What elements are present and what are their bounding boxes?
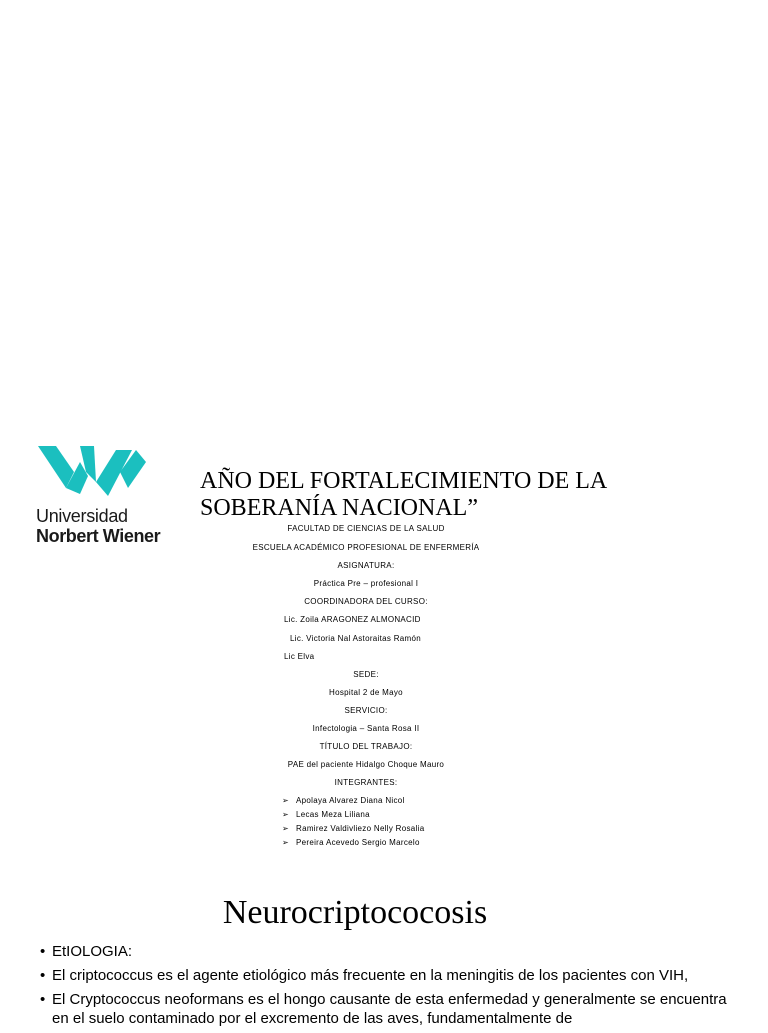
- logo-name-line2: Norbert Wiener: [36, 526, 161, 546]
- member-name: Lecas Meza Liliana: [296, 810, 370, 819]
- slide2-title: Neurocriptococosis: [222, 894, 488, 931]
- list-item: [282, 794, 424, 808]
- faculty-text: FACULTAD DE CIENCIAS DE LA SALUD: [287, 524, 445, 533]
- school-text: ESCUELA ACADÉMICO PROFESIONAL DE ENFERMERÍA: [252, 543, 480, 552]
- logo-name-line1: Universidad: [36, 506, 128, 526]
- service-label: SERVICIO:: [344, 706, 388, 715]
- arrow-bullet-icon: ➢: [282, 796, 290, 805]
- coordinator-name-3: Lic Elva: [284, 652, 315, 661]
- bullet-dot-icon: •: [40, 967, 46, 984]
- list-item: [40, 966, 740, 985]
- list-item: [40, 942, 740, 961]
- wiener-logo-icon: [36, 442, 148, 500]
- bullet-dot-icon: •: [40, 943, 46, 960]
- members-label: INTEGRANTES:: [334, 778, 398, 787]
- list-item: [282, 808, 424, 822]
- slide-main-title: AÑO DEL FORTALECIMIENTO DE LA SOBERANÍA NACIONAL”: [200, 468, 606, 521]
- bullet-text: EtIOLOGIA:: [52, 943, 133, 960]
- service-value: Infectologia – Santa Rosa II: [312, 724, 420, 733]
- coordinator-name-2: Lic. Victoria Nal Astoraitas Ramón: [290, 634, 421, 643]
- subject-value: Práctica Pre – profesional I: [313, 579, 419, 588]
- university-logo: [36, 442, 186, 546]
- arrow-bullet-icon: ➢: [282, 810, 290, 819]
- list-item: [40, 990, 740, 1028]
- slide2-bullet-list: [40, 942, 740, 1033]
- subject-label: ASIGNATURA:: [337, 561, 395, 570]
- arrow-bullet-icon: ➢: [282, 838, 290, 847]
- list-item: [282, 822, 424, 836]
- site-label: SEDE:: [353, 670, 379, 679]
- coordinator-name-1: Lic. Zoila ARAGONEZ ALMONACID: [284, 615, 421, 624]
- member-name: Pereira Acevedo Sergio Marcelo: [296, 838, 420, 847]
- member-name: Ramirez Valdivliezo Nelly Rosalia: [296, 824, 425, 833]
- bullet-text: El Cryptococcus neoformans es el hongo causante de esta enfermedad y generalmente se encuentra en el suelo contaminado por el excremento de las aves, fundamentalmente de: [52, 991, 727, 1027]
- work-title-label: TÍTULO DEL TRABAJO:: [319, 742, 413, 751]
- coordinator-label: COORDINADORA DEL CURSO:: [304, 597, 428, 606]
- members-list: [282, 794, 424, 850]
- site-value: Hospital 2 de Mayo: [329, 688, 403, 697]
- list-item: [282, 836, 424, 850]
- bullet-text: El criptococcus es el agente etiológico más frecuente en la meningitis de los pacientes con VIH,: [52, 967, 689, 984]
- arrow-bullet-icon: ➢: [282, 824, 290, 833]
- member-name: Apolaya Alvarez Diana Nicol: [296, 796, 405, 805]
- work-title-value: PAE del paciente Hidalgo Choque Mauro: [287, 760, 445, 769]
- bullet-dot-icon: •: [40, 991, 46, 1008]
